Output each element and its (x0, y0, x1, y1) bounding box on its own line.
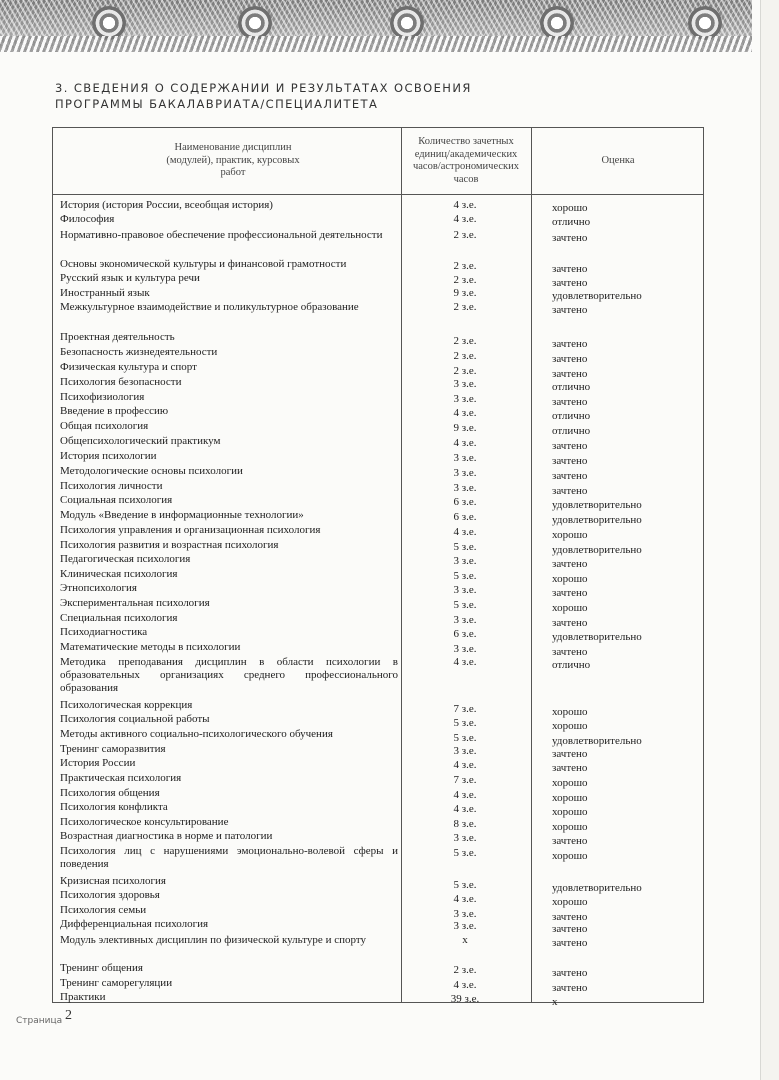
row-credits: 4 з.е. (453, 789, 477, 801)
row-grade: зачтено (552, 353, 588, 365)
row-grade: удовлетворительно (552, 544, 642, 556)
row-grade: зачтено (552, 646, 588, 658)
row-grade: хорошо (552, 792, 588, 804)
row-discipline-name: Методы активного социально-психологического обучения (60, 728, 333, 740)
row-discipline-name: Социальная психология (60, 494, 173, 506)
row-credits: 3 з.е. (453, 555, 477, 567)
row-credits: 2 з.е. (453, 301, 477, 313)
row-credits: 3 з.е. (453, 393, 477, 405)
row-credits: 2 з.е. (453, 335, 477, 347)
row-grade: удовлетворительно (552, 735, 642, 747)
row-discipline-name: Психологическая коррекция (60, 699, 193, 711)
row-grade: зачтено (552, 304, 588, 316)
row-credits: 4 з.е. (453, 979, 477, 991)
row-credits: 3 з.е. (453, 643, 477, 655)
row-grade: зачтено (552, 455, 588, 467)
row-grade: зачтено (552, 470, 588, 482)
row-discipline-name: Психология конфликта (60, 801, 168, 813)
row-grade: удовлетворительно (552, 290, 642, 302)
row-discipline-name: История России (60, 757, 136, 769)
row-credits: 2 з.е. (453, 229, 477, 241)
row-grade: зачтено (552, 232, 588, 244)
row-grade: отлично (552, 381, 591, 393)
row-credits: 7 з.е. (453, 703, 477, 715)
row-grade: хорошо (552, 706, 588, 718)
row-grade: хорошо (552, 850, 588, 862)
row-grade: хорошо (552, 720, 588, 732)
header-credits: Количество зачетных единиц/академических часов/астрономических часов (412, 136, 520, 185)
row-credits: 2 з.е. (453, 964, 477, 976)
row-credits: х (462, 934, 468, 946)
row-discipline-name: Этнопсихология (60, 582, 137, 594)
row-credits: 4 з.е. (453, 656, 477, 668)
row-discipline-name: Экспериментальная психология (60, 597, 210, 609)
row-grade: зачтено (552, 937, 588, 949)
row-grade: зачтено (552, 368, 588, 380)
row-discipline-name: Тренинг саморегуляции (60, 977, 173, 989)
row-credits: 5 з.е. (453, 599, 477, 611)
row-discipline-name: Математические методы в психологии (60, 641, 241, 653)
rosette-ornament-icon (390, 6, 424, 40)
row-discipline-name: Модуль элективных дисциплин по физической культуре и спорту (60, 934, 366, 946)
row-discipline-name: Клиническая психология (60, 568, 178, 580)
row-credits: 4 з.е. (453, 803, 477, 815)
row-credits: 3 з.е. (453, 482, 477, 494)
row-discipline-name: Общепсихологический практикум (60, 435, 221, 447)
page-label: Страница (16, 1016, 63, 1026)
header-name: Наименование дисциплин (модулей), практик, курсовых работ (166, 142, 300, 179)
row-credits: 2 з.е. (453, 365, 477, 377)
row-grade: хорошо (552, 602, 588, 614)
row-grade: зачтено (552, 923, 588, 935)
rosette-ornament-icon (540, 6, 574, 40)
row-credits: 5 з.е. (453, 847, 477, 859)
row-discipline-name: Психология безопасности (60, 376, 182, 388)
row-credits: 5 з.е. (453, 570, 477, 582)
row-grade: удовлетворительно (552, 514, 642, 526)
row-credits: 4 з.е. (453, 526, 477, 538)
row-grade: удовлетворительно (552, 499, 642, 511)
row-grade: отлично (552, 659, 591, 671)
row-discipline-name: Введение в профессию (60, 405, 169, 417)
row-grade: зачтено (552, 263, 588, 275)
row-credits: 7 з.е. (453, 774, 477, 786)
row-discipline-name: Безопасность жизнедеятельности (60, 346, 218, 358)
row-grade: зачтено (552, 558, 588, 570)
row-grade: зачтено (552, 277, 588, 289)
row-credits: 5 з.е. (453, 879, 477, 891)
header-divider (53, 194, 703, 195)
row-discipline-name: Психология управления и организационная психология (60, 524, 321, 536)
row-grade: зачтено (552, 762, 588, 774)
row-discipline-name: Нормативно-правовое обеспечение профессиональной деятельности (60, 229, 383, 241)
row-discipline-name: Тренинг саморазвития (60, 743, 166, 755)
row-discipline-name: Психофизиология (60, 391, 145, 403)
row-discipline-name: Психологическое консультирование (60, 816, 229, 828)
section-title-line: ПРОГРАММЫ БАКАЛАВРИАТА/СПЕЦИАЛИТЕТА (55, 97, 379, 111)
row-grade: хорошо (552, 777, 588, 789)
row-credits: 3 з.е. (453, 908, 477, 920)
row-credits: 2 з.е. (453, 274, 477, 286)
row-credits: 4 з.е. (453, 437, 477, 449)
row-discipline-name: Психология социальной работы (60, 713, 210, 725)
row-discipline-name: Иностранный язык (60, 287, 150, 299)
row-credits: 5 з.е. (453, 732, 477, 744)
row-discipline-name: Модуль «Введение в информационные технологии» (60, 509, 304, 521)
row-grade: хорошо (552, 821, 588, 833)
row-credits: 8 з.е. (453, 818, 477, 830)
row-grade: хорошо (552, 529, 588, 541)
row-discipline-name: Межкультурное взаимодействие и поликультурное образование (60, 301, 359, 313)
row-grade: зачтено (552, 748, 588, 760)
row-credits: 3 з.е. (453, 467, 477, 479)
row-credits: 3 з.е. (453, 614, 477, 626)
row-discipline-name: История психологии (60, 450, 157, 462)
row-credits: 4 з.е. (453, 199, 477, 211)
row-discipline-name: Основы экономической культуры и финансовой грамотности (60, 258, 347, 270)
row-credits: 6 з.е. (453, 628, 477, 640)
row-credits: 9 з.е. (453, 422, 477, 434)
row-credits: 4 з.е. (453, 759, 477, 771)
row-discipline-name: Психология личности (60, 480, 163, 492)
row-discipline-name: История (история России, всеобщая история) (60, 199, 273, 211)
row-discipline-name: Специальная психология (60, 612, 178, 624)
row-grade: х (552, 996, 558, 1008)
row-grade: отлично (552, 410, 591, 422)
security-pattern-band (0, 0, 752, 52)
row-grade: зачтено (552, 338, 588, 350)
row-credits: 5 з.е. (453, 717, 477, 729)
row-discipline-name: Практическая психология (60, 772, 182, 784)
row-grade: зачтено (552, 835, 588, 847)
row-discipline-name: Психология здоровья (60, 889, 160, 901)
row-credits: 3 з.е. (453, 745, 477, 757)
row-credits: 2 з.е. (453, 350, 477, 362)
row-credits: 4 з.е. (453, 407, 477, 419)
row-grade: хорошо (552, 806, 588, 818)
row-discipline-name: Методика преподавания дисциплин в области психологии в образовательных организациях среднего профессионального образования (60, 656, 398, 694)
row-discipline-name: Возрастная диагностика в норме и патологии (60, 830, 273, 842)
row-grade: удовлетворительно (552, 882, 642, 894)
row-discipline-name: Практики (60, 991, 106, 1003)
column-divider (531, 128, 532, 1002)
row-grade: зачтено (552, 485, 588, 497)
row-grade: отлично (552, 425, 591, 437)
row-grade: зачтено (552, 982, 588, 994)
page-number: 2 (65, 1008, 72, 1023)
row-discipline-name: Психология семьи (60, 904, 147, 916)
row-grade: зачтено (552, 617, 588, 629)
row-grade: зачтено (552, 967, 588, 979)
row-grade: зачтено (552, 396, 588, 408)
row-credits: 3 з.е. (453, 920, 477, 932)
section-title (55, 80, 615, 112)
row-credits: 3 з.е. (453, 452, 477, 464)
row-credits: 6 з.е. (453, 496, 477, 508)
row-credits: 2 з.е. (453, 260, 477, 272)
row-discipline-name: Философия (60, 213, 115, 225)
row-credits: 9 з.е. (453, 287, 477, 299)
row-grade: хорошо (552, 573, 588, 585)
row-grade: хорошо (552, 202, 588, 214)
row-discipline-name: Проектная деятельность (60, 331, 175, 343)
row-discipline-name: Общая психология (60, 420, 149, 432)
row-credits: 39 з.е. (450, 993, 480, 1005)
row-grade: хорошо (552, 896, 588, 908)
rosette-ornament-icon (238, 6, 272, 40)
row-discipline-name: Кризисная психология (60, 875, 166, 887)
row-discipline-name: Тренинг общения (60, 962, 143, 974)
section-title-line: 3. СВЕДЕНИЯ О СОДЕРЖАНИИ И РЕЗУЛЬТАТАХ ОСВОЕНИЯ (55, 81, 472, 95)
row-credits: 5 з.е. (453, 541, 477, 553)
row-credits: 3 з.е. (453, 584, 477, 596)
row-grade: удовлетворительно (552, 631, 642, 643)
row-discipline-name: Физическая культура и спорт (60, 361, 197, 373)
row-credits: 3 з.е. (453, 832, 477, 844)
row-discipline-name: Методологические основы психологии (60, 465, 243, 477)
row-grade: зачтено (552, 440, 588, 452)
row-discipline-name: Психология развития и возрастная психология (60, 539, 279, 551)
row-discipline-name: Психология общения (60, 787, 160, 799)
row-credits: 3 з.е. (453, 378, 477, 390)
header-grade: Оценка (601, 154, 635, 166)
row-discipline-name: Психология лиц с нарушениями эмоционально-волевой сферы и поведения (60, 845, 398, 870)
row-discipline-name: Русский язык и культура речи (60, 272, 200, 284)
row-credits: 4 з.е. (453, 893, 477, 905)
row-discipline-name: Дифференциальная психология (60, 918, 209, 930)
rosette-ornament-icon (688, 6, 722, 40)
row-discipline-name: Психодиагностика (60, 626, 148, 638)
row-grade: отлично (552, 216, 591, 228)
row-credits: 6 з.е. (453, 511, 477, 523)
row-grade: зачтено (552, 911, 588, 923)
row-credits: 4 з.е. (453, 213, 477, 225)
rosette-ornament-icon (92, 6, 126, 40)
row-discipline-name: Педагогическая психология (60, 553, 191, 565)
row-grade: зачтено (552, 587, 588, 599)
